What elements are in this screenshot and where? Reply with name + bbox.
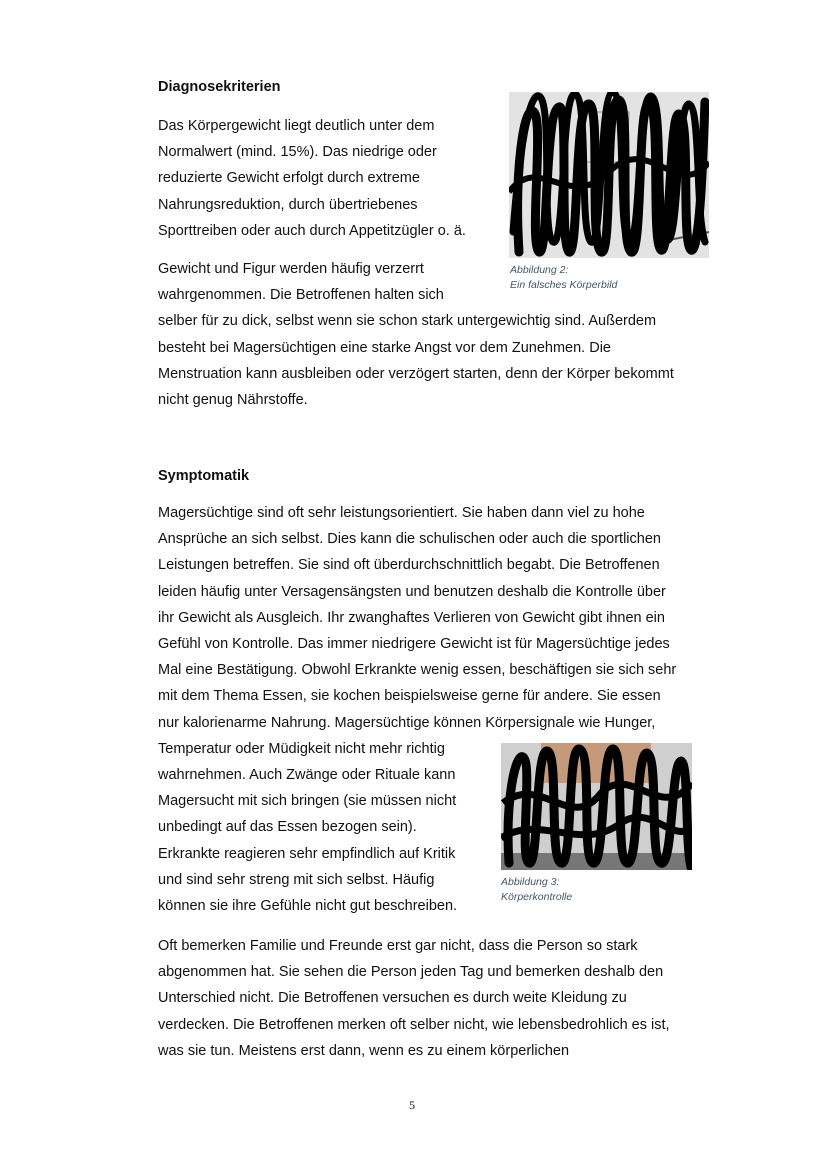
text-line: besteht bei Magersüchtigen eine starke Angst vor dem Zunehmen. Die — [158, 339, 611, 356]
text-line: Mal eine Bestätigung. Obwohl Erkrankte wenig essen, beschäftigen sie sich sehr — [158, 662, 677, 679]
text-line: Oft bemerken Familie und Freunde erst gar nicht, dass die Person so stark — [158, 938, 638, 954]
caption-label: Abbildung 2: — [510, 264, 569, 276]
text-line: Magersüchtige sind oft sehr leistungsorientiert. Sie haben dann viel zu hohe — [158, 505, 645, 521]
figure-3-redacted-image — [501, 743, 692, 870]
text-line: wahrnehmen. Auch Zwänge oder Rituale kann — [158, 767, 456, 784]
paragraph-diagnose-2 — [158, 256, 718, 413]
text-line: können sie ihre Gefühle nicht gut beschreiben. — [158, 898, 458, 915]
text-line: Gefühl von Kontrolle. Das immer niedrigere Gewicht ist für Magersüchtige jedes — [158, 636, 670, 653]
text-line: Erkrankte reagieren sehr empfindlich auf Kritik — [158, 845, 456, 862]
text-line: abgenommen hat. Sie sehen die Person jeden Tag und bemerken deshalb den — [158, 964, 664, 981]
text-line: verdecken. Die Betroffenen merken oft selber nicht, wie lebensbedrohlich es ist, — [158, 1016, 670, 1033]
text-line: was sie tun. Meistens erst dann, wenn es zu einem körperlichen — [158, 1042, 570, 1059]
redaction-scribble — [509, 92, 709, 258]
text-line: ihr Gewicht als Ausgleich. Ihr zwanghaftes Verlieren von Gewicht gibt ihnen ein — [158, 609, 665, 626]
text-line: Temperatur oder Müdigkeit nicht mehr richtig — [158, 740, 445, 757]
text-line: selber für zu dick, selbst wenn sie schon stark untergewichtig sind. Außerdem — [158, 313, 657, 330]
paragraph-diagnose-1 — [158, 113, 498, 244]
text-line: nur kalorienarme Nahrung. Magersüchtige können Körpersignale wie Hunger, — [158, 714, 656, 731]
text-line: Leistungen betreffen. Sie sind oft überdurchschnittlich begabt. Die Betroffenen — [158, 557, 660, 574]
text-line: Ansprüche an sich selbst. Dies kann die schulischen oder auch die sportlichen — [158, 531, 661, 548]
text-line: Das Körpergewicht liegt deutlich unter dem — [158, 118, 435, 134]
text-line: leiden häufig unter Versagensängsten und benutzen deshalb die Kontrolle über — [158, 583, 666, 600]
text-line: Menstruation kann ausbleiben oder verzögert starten, denn der Körper bekommt — [158, 365, 674, 382]
text-line: unbedingt auf das Essen bezogen sein). — [158, 819, 417, 836]
page-number: 5 — [409, 1098, 415, 1112]
caption-title: Ein falsches Körperbild — [510, 279, 618, 291]
text-line: Nahrungsreduktion, durch übertriebenes — [158, 196, 418, 213]
text-line: Magersucht mit sich bringen (sie müssen nicht — [158, 793, 457, 810]
text-line: Unterschied nicht. Die Betroffenen versuchen es durch weite Kleidung zu — [158, 990, 627, 1007]
caption-label: Abbildung 3: — [501, 876, 560, 888]
text-line: wahrgenommen. Die Betroffenen halten sich — [158, 287, 444, 304]
text-line: Gewicht und Figur werden häufig verzerrt — [158, 261, 424, 277]
figure-3-caption — [501, 875, 572, 905]
figure-2-caption — [510, 263, 617, 293]
redaction-scribble — [501, 743, 692, 870]
figure-2-redacted-image — [509, 92, 709, 258]
text-line: mit dem Thema Essen, sie kochen beispielsweise gerne für andere. Sie essen — [158, 688, 661, 705]
text-line: nicht genug Nährstoffe. — [158, 392, 308, 409]
text-line: reduzierte Gewicht erfolgt durch extreme — [158, 170, 420, 187]
text-line: Sporttreiben oder auch durch Appetitzügler o. ä. — [158, 222, 466, 239]
paragraph-symptomatik-2 — [158, 933, 718, 1064]
caption-title: Körperkontrolle — [501, 891, 573, 903]
heading-diagnosekriterien: Diagnosekriterien — [158, 79, 281, 95]
text-line: Normalwert (mind. 15%). Das niedrige oder — [158, 144, 437, 161]
heading-symptomatik: Symptomatik — [158, 468, 250, 484]
text-line: und sind sehr streng mit sich selbst. Häufig — [158, 871, 435, 888]
